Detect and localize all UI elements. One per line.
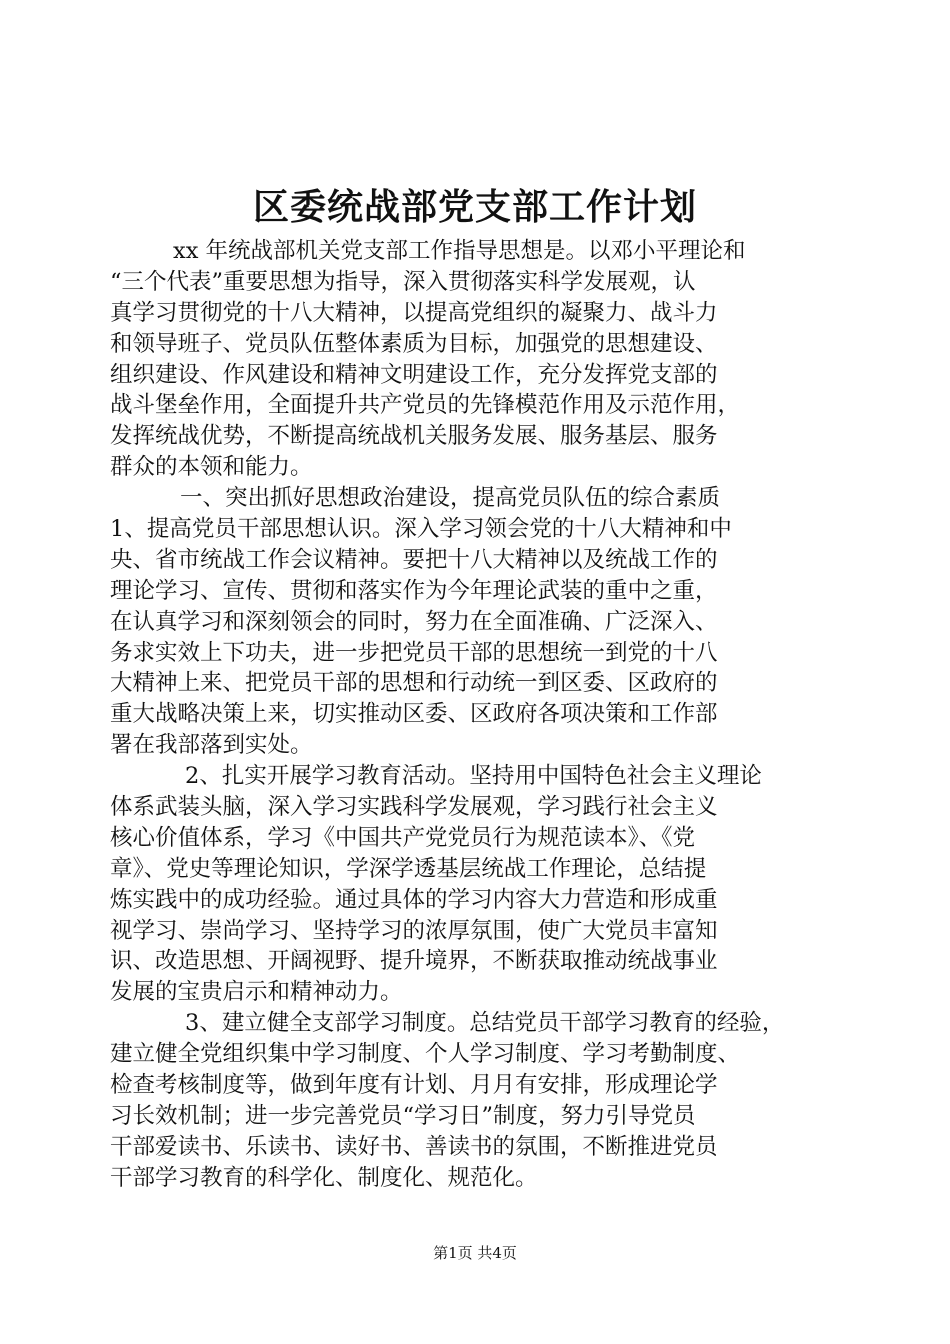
- text-line: 习长效机制；进一步完善党员“学习日”制度，努力引导党员: [110, 1102, 696, 1129]
- text-line: 1、提高党员干部思想认识。深入学习领会党的十八大精神和中: [110, 516, 732, 543]
- text-line: 检查考核制度等，做到年度有计划、月月有安排，形成理论学: [110, 1072, 718, 1099]
- text-line: 组织建设、作风建设和精神文明建设工作，充分发挥党支部的: [110, 361, 718, 388]
- text-line: 发展的宝贵启示和精神动力。: [110, 979, 403, 1006]
- text-line: xx 年统战部机关党支部工作指导思想是。以邓小平理论和: [173, 238, 746, 264]
- text-line: 在认真学习和深刻领会的同时，努力在全面准确、广泛深入、: [110, 608, 718, 635]
- text-line: 炼实践中的成功经验。通过具体的学习内容大力营造和形成重: [110, 886, 718, 913]
- text-line: 干部爱读书、乐读书、读好书、善读书的氛围，不断推进党员: [110, 1133, 718, 1160]
- text-line: 理论学习、宣传、贯彻和落实作为今年理论武装的重中之重，: [110, 577, 718, 604]
- text-line: 务求实效上下功夫，进一步把党员干部的思想统一到党的十八: [110, 639, 718, 666]
- text-line: 干部学习教育的科学化、制度化、规范化。: [110, 1164, 538, 1191]
- page-number-footer: 第1页 共4页: [433, 1244, 517, 1262]
- text-line: 战斗堡垒作用，全面提升共产党员的先锋模范作用及示范作用，: [110, 392, 741, 419]
- text-line: 大精神上来、把党员干部的思想和行动统一到区委、区政府的: [110, 670, 718, 697]
- text-line: 和领导班子、党员队伍整体素质为目标，加强党的思想建设、: [110, 330, 718, 357]
- text-line: “三个代表”重要思想为指导，深入贯彻落实科学发展观，认: [110, 268, 696, 295]
- text-line: 真学习贯彻党的十八大精神，以提高党组织的凝聚力、战斗力: [110, 299, 718, 326]
- text-line: 发挥统战优势，不断提高统战机关服务发展、服务基层、服务: [110, 423, 718, 450]
- text-line: 2、扎实开展学习教育活动。坚持用中国特色社会主义理论: [185, 763, 762, 790]
- text-line: 视学习、崇尚学习、坚持学习的浓厚氛围，使广大党员丰富知: [110, 917, 718, 944]
- text-line: 章》、党史等理论知识，学深学透基层统战工作理论，总结提: [110, 855, 707, 882]
- text-line: 体系武装头脑，深入学习实践科学发展观，学习践行社会主义: [110, 794, 718, 821]
- text-line: 央、省市统战工作会议精神。要把十八大精神以及统战工作的: [110, 546, 718, 573]
- text-line: 署在我部落到实处。: [110, 732, 313, 759]
- text-line: 群众的本领和能力。: [110, 454, 313, 481]
- text-line: 核心价值体系，学习《中国共产党党员行为规范读本》、《党: [110, 824, 696, 851]
- document-title: 区委统战部党支部工作计划: [252, 186, 697, 228]
- text-line: 识、改造思想、开阔视野、提升境界，不断获取推动统战事业: [110, 948, 718, 975]
- text-line: 建立健全党组织集中学习制度、个人学习制度、学习考勤制度、: [110, 1041, 741, 1068]
- text-line: 重大战略决策上来，切实推动区委、区政府各项决策和工作部: [110, 701, 718, 728]
- document-body: [110, 236, 855, 1194]
- section-heading: 一、突出抓好思想政治建设，提高党员队伍的综合素质: [180, 485, 721, 512]
- text-line: 3、建立健全支部学习制度。总结党员干部学习教育的经验，: [185, 1010, 785, 1037]
